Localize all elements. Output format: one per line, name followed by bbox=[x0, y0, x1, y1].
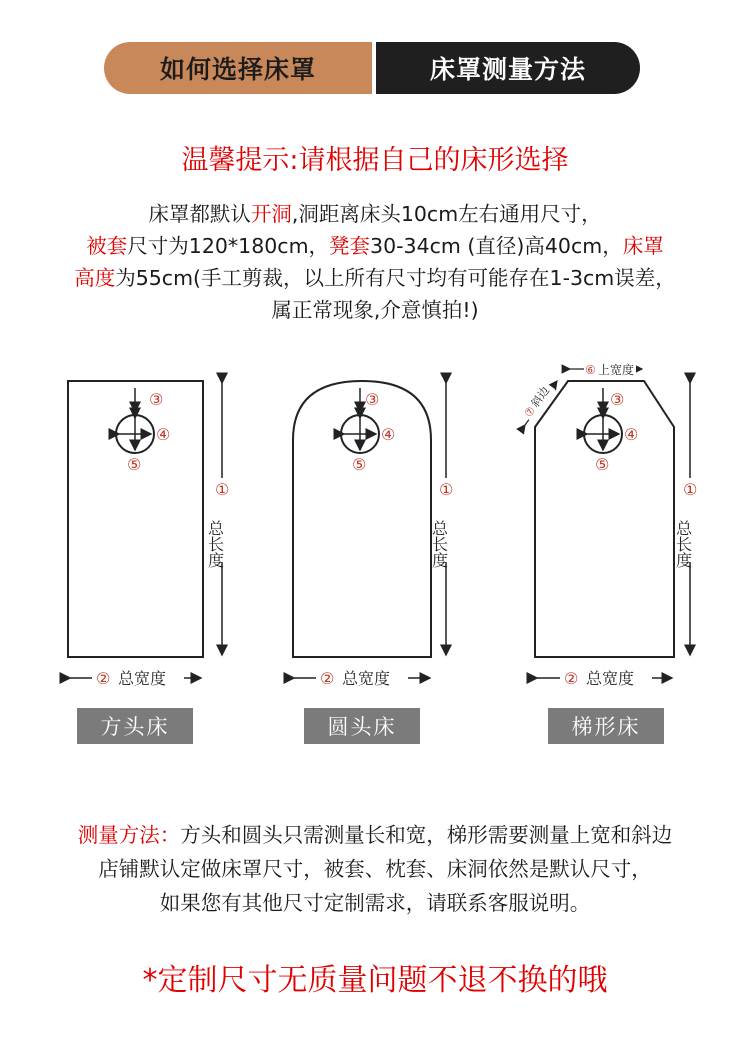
total-width-label: 总宽度 bbox=[586, 669, 635, 688]
description-line-4: 属正常现象,介意慎拍!) bbox=[271, 298, 479, 322]
marker-4: ④ bbox=[624, 425, 639, 444]
marker-5: ⑤ bbox=[352, 455, 367, 474]
trapezoid-bed-outline bbox=[535, 381, 674, 657]
method-line-2: 店铺默认定做床罩尺寸，被套、枕套、床洞依然是默认尺寸， bbox=[98, 857, 652, 881]
description-block bbox=[0, 198, 750, 326]
marker-5: ⑤ bbox=[127, 455, 142, 474]
tab-measurement-method[interactable]: 床罩测量方法 bbox=[372, 42, 640, 94]
total-length-label: 总长度 bbox=[673, 520, 693, 568]
marker-7: ⑦ bbox=[521, 404, 539, 420]
description-line-1: 床罩都默认开洞,洞距离床头10cm左右通用尺寸， bbox=[148, 202, 602, 226]
label-square-bed: 方头床 bbox=[77, 708, 193, 744]
description-line-2: 被套尺寸为120*180cm，凳套30-34cm (直径)高40cm，床罩 bbox=[86, 234, 664, 258]
marker-3: ③ bbox=[610, 390, 625, 409]
marker-6: ⑥ bbox=[585, 363, 596, 377]
marker-1: ① bbox=[439, 480, 454, 499]
square-bed-diagram bbox=[68, 381, 234, 690]
method-line-1: 测量方法：方头和圆头只需测量长和宽，梯形需要测量上宽和斜边 bbox=[77, 823, 673, 847]
custom-size-warning: *定制尺寸无质量问题不退不换的哦 bbox=[142, 963, 608, 998]
header-tabs bbox=[104, 42, 640, 94]
marker-1: ① bbox=[215, 480, 230, 499]
total-width-label: 总宽度 bbox=[118, 669, 167, 688]
label-trapezoid-bed: 梯形床 bbox=[548, 708, 664, 744]
bed-diagrams bbox=[0, 350, 750, 690]
tip-heading: 温馨提示:请根据自己的床形选择 bbox=[181, 145, 569, 176]
total-length-label: 总长度 bbox=[429, 520, 449, 568]
measurement-method bbox=[0, 818, 750, 920]
description-line-3: 高度为55cm(手工剪裁，以上所有尺寸均有可能存在1-3cm误差， bbox=[74, 266, 676, 290]
method-line-3: 如果您有其他尺寸定制需求，请联系客服说明。 bbox=[159, 891, 591, 915]
total-length-label: 总长度 bbox=[205, 520, 225, 568]
marker-3: ③ bbox=[149, 390, 164, 409]
round-bed-outline bbox=[293, 381, 431, 657]
total-width-label: 总宽度 bbox=[342, 669, 391, 688]
marker-5: ⑤ bbox=[595, 455, 610, 474]
top-width-label: 上宽度 bbox=[598, 363, 635, 377]
label-round-bed: 圆头床 bbox=[304, 708, 420, 744]
marker-2: ② bbox=[96, 669, 111, 688]
marker-2: ② bbox=[320, 669, 335, 688]
trapezoid-bed-diagram bbox=[519, 359, 702, 690]
slant-edge-label: 斜边 bbox=[528, 384, 552, 410]
tab-how-to-choose[interactable]: 如何选择床罩 bbox=[104, 42, 372, 94]
marker-4: ④ bbox=[381, 425, 396, 444]
marker-2: ② bbox=[564, 669, 579, 688]
round-bed-diagram bbox=[293, 381, 458, 690]
marker-1: ① bbox=[683, 480, 698, 499]
marker-3: ③ bbox=[365, 390, 380, 409]
marker-4: ④ bbox=[156, 425, 171, 444]
